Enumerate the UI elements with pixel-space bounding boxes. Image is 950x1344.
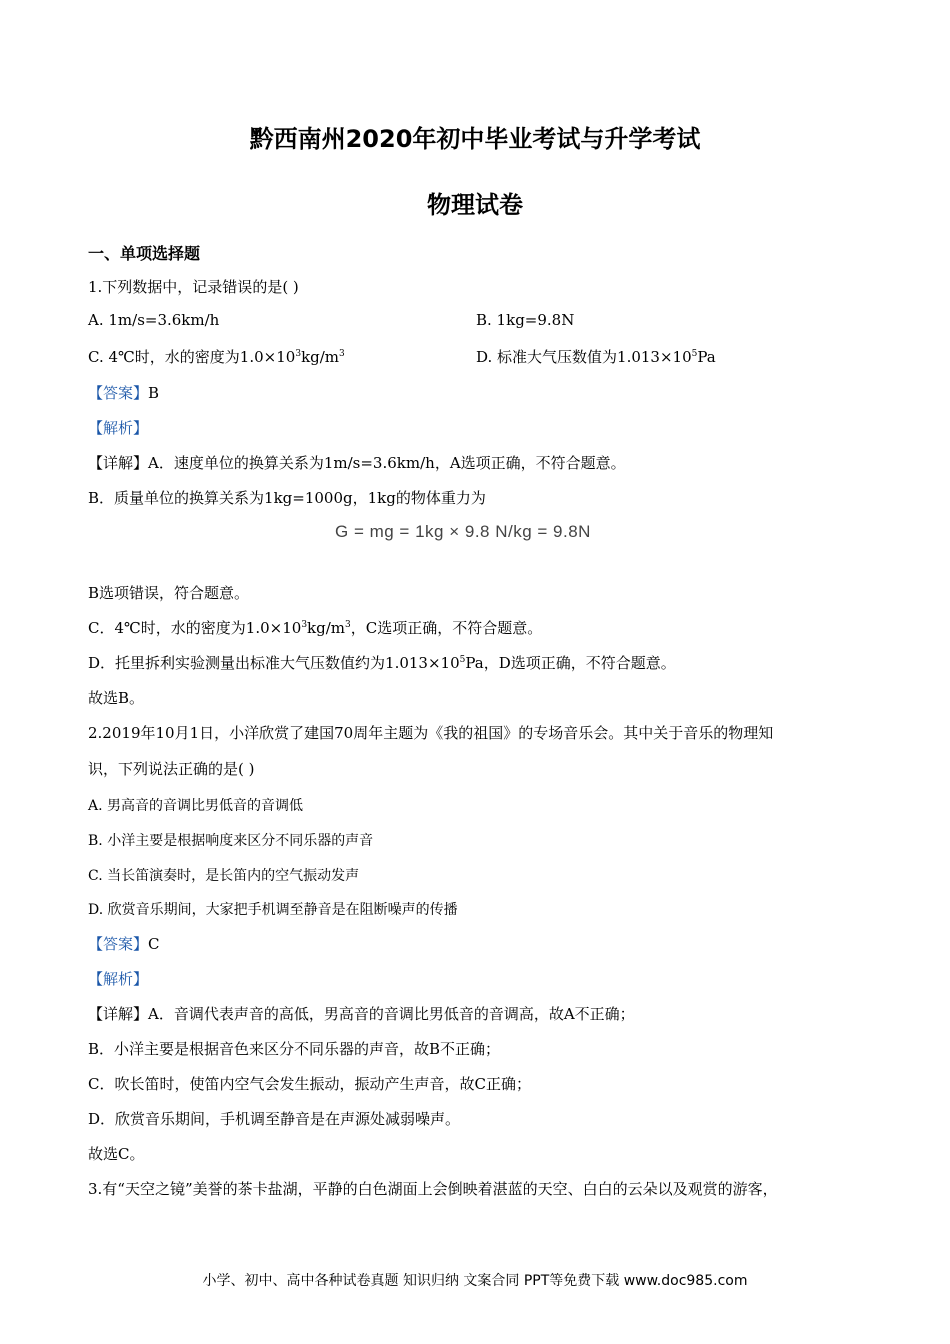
- page-title: 黔西南州2020年初中毕业考试与升学考试: [249, 125, 701, 153]
- q1-answer: 【答案】B: [88, 384, 160, 402]
- q1-detail-c: C．4℃时，水的密度为$1.0\times 10^3kg/m^3$，C选项正确，不符合题意。: [88, 619, 543, 637]
- q1-option-d: D. 标准大气压数值为$1.013\times 10^5Pa$: [476, 348, 716, 366]
- q2-detail-b: B．小洋主要是根据音色来区分不同乐器的声音，故B不正确；: [88, 1040, 501, 1058]
- section-heading: 一、单项选择题: [88, 244, 201, 263]
- q2-detail-c: C．吹长笛时，使笛内空气会发生振动，振动产生声音，故C正确；: [88, 1075, 531, 1093]
- q2-analysis-tag: 【解析】: [88, 970, 149, 988]
- q2-option-b: B. 小洋主要是根据响度来区分不同乐器的声音: [88, 833, 374, 849]
- q1-detail-b-result: B选项错误，符合题意。: [88, 584, 250, 602]
- question-1-stem: 1.下列数据中，记录错误的是( ): [88, 278, 299, 296]
- q2-option-a: A. 男高音的音调比男低音的音调低: [88, 798, 304, 814]
- q1-option-c: C. 4℃时，水的密度为$1.0\times 10^3kg/m^3$: [88, 348, 345, 366]
- q1-analysis-tag: 【解析】: [88, 419, 149, 437]
- q1-detail-a: 【详解】A．速度单位的换算关系为1m/s=3.6km/h，A选项正确，不符合题意。: [88, 454, 626, 472]
- question-2-stem: 2.2019年10月1日，小洋欣赏了建国70周年主题为《我的祖国》的专场音乐会。其中关于音乐的物理知: [88, 724, 774, 742]
- q2-conclusion: 故选C。: [88, 1145, 145, 1163]
- q1-option-a: A. 1m/s=3.6km/h: [88, 311, 220, 329]
- q2-option-d: D. 欣赏音乐期间，大家把手机调至静音是在阻断噪声的传播: [88, 902, 458, 918]
- q1-detail-d: D．托里拆利实验测量出标准大气压数值约为$1.013\times 10^5Pa$，D选项正确，不符合题意。: [88, 654, 676, 672]
- q2-option-c: C. 当长笛演奏时，是长笛内的空气振动发声: [88, 868, 360, 884]
- q2-answer: 【答案】C: [88, 935, 160, 953]
- q1-option-b: B. 1kg=9.8N: [476, 311, 575, 329]
- q1-conclusion: 故选B。: [88, 689, 145, 707]
- question-2-stem-cont: 识，下列说法正确的是( ): [88, 760, 255, 778]
- q2-detail-a: 【详解】A．音调代表声音的高低，男高音的音调比男低音的音调高，故A不正确；: [88, 1005, 635, 1023]
- q1-formula: G = mg = 1kg × 9.8 N/kg = 9.8N: [335, 522, 591, 541]
- question-3-stem: 3.有“天空之镜”美誉的茶卡盐湖，平静的白色湖面上会倒映着湛蓝的天空、白白的云朵以及观赏的游客，: [88, 1180, 778, 1198]
- page-subtitle: 物理试卷: [427, 191, 523, 219]
- q2-detail-d: D．欣赏音乐期间，手机调至静音是在声源处减弱噪声。: [88, 1110, 461, 1128]
- q1-detail-b: B．质量单位的换算关系为1kg=1000g，1kg的物体重力为: [88, 489, 486, 507]
- page-footer: 小学、初中、高中各种试卷真题 知识归纳 文案合同 PPT等免费下载 www.doc985.com: [202, 1273, 748, 1289]
